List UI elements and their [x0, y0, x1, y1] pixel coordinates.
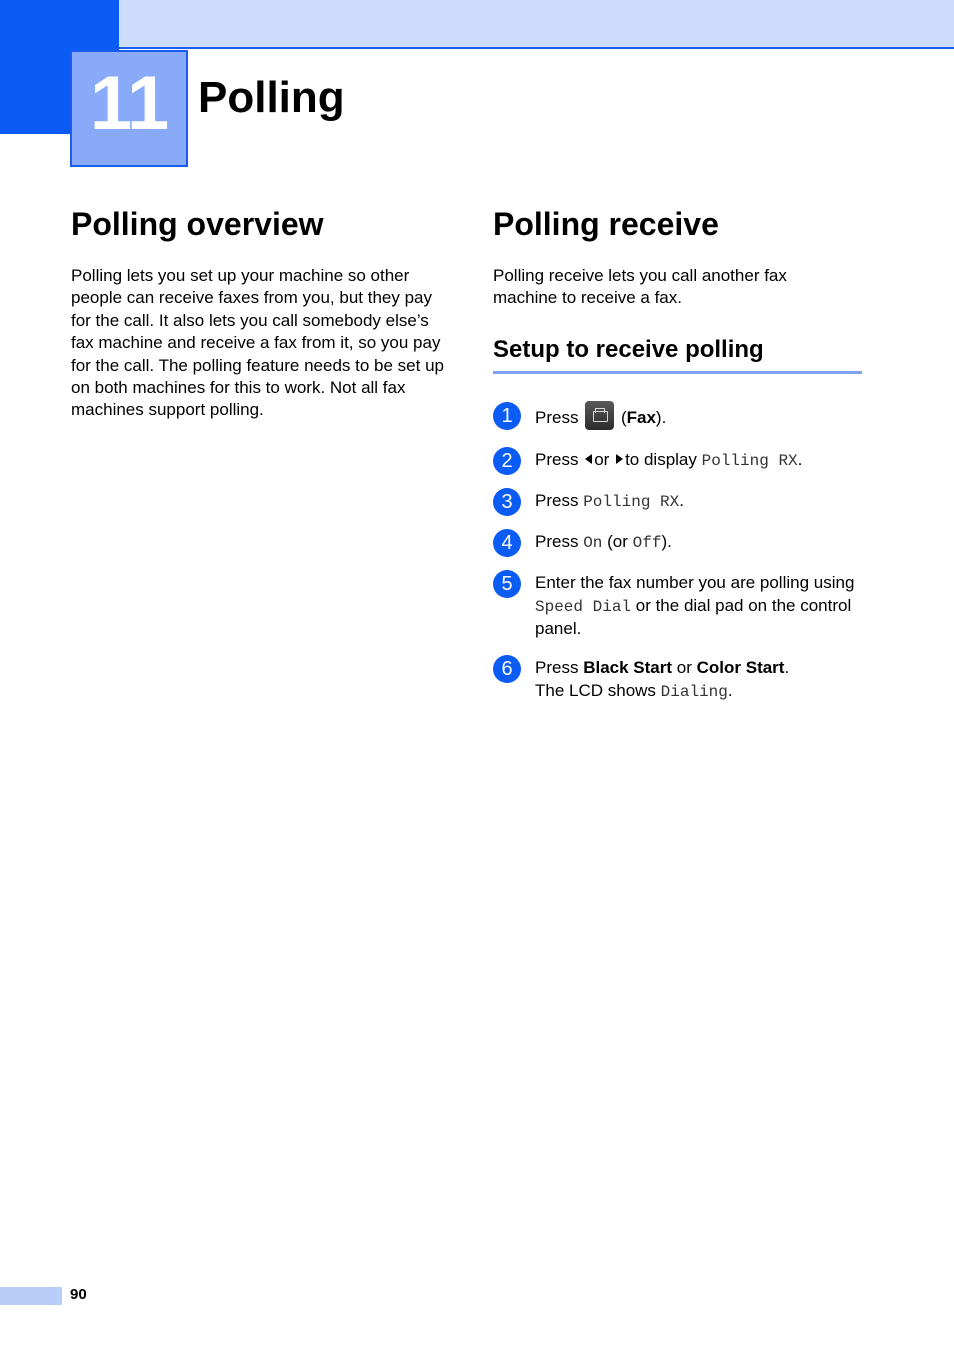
period: . — [727, 680, 733, 700]
triangle-right-icon — [616, 454, 623, 464]
subheading-rule — [493, 371, 862, 374]
color-start-label: Color Start — [696, 658, 785, 677]
or-word: or — [676, 658, 692, 677]
step-text — [535, 572, 873, 641]
step-word: Press — [535, 491, 579, 510]
overview-body: Polling lets you set up your machine so other people can receive faxes from you, but they pay for the call. It also lets you call somebody else’s fax machine and receive a fax from it, so you pay for the call. The polling feature needs to be set up on both machines for this to work. Not all fax machines support polling. — [71, 266, 444, 420]
step-text — [535, 657, 873, 703]
triangle-left-icon — [585, 454, 592, 464]
page-number: 90 — [70, 1286, 87, 1303]
step-phrase: Enter the fax number you are polling using — [535, 573, 855, 592]
header-band — [0, 0, 954, 49]
fax-label: Fax — [626, 407, 656, 427]
period: . — [797, 450, 803, 469]
step-phrase: The LCD shows — [535, 680, 656, 700]
step-number: 1 — [493, 402, 521, 430]
step-text — [535, 404, 873, 433]
step-text — [535, 531, 873, 555]
step-word: Press — [535, 658, 579, 677]
step-number: 5 — [493, 570, 521, 598]
paren-close: ). — [655, 407, 667, 427]
or-word: (or — [607, 532, 628, 551]
lcd-text: Speed Dial — [535, 597, 632, 616]
step-number: 3 — [493, 488, 521, 516]
step-number: 4 — [493, 529, 521, 557]
step-word: Press — [535, 450, 579, 469]
step-phrase: to display — [625, 450, 697, 469]
chapter-title: Polling — [198, 73, 345, 122]
lcd-off: Off — [632, 534, 662, 552]
chapter-number: 11 — [89, 61, 169, 146]
lcd-on: On — [583, 534, 603, 552]
step-text — [535, 490, 873, 514]
setup-subheading: Setup to receive polling — [493, 336, 764, 363]
receive-heading: Polling receive — [493, 206, 719, 242]
or-word: or — [594, 450, 610, 469]
receive-body: Polling receive lets you call another fax machine to receive a fax. — [493, 266, 787, 308]
chapter-number-box — [70, 50, 188, 167]
lcd-text: Dialing — [660, 682, 728, 701]
overview-heading: Polling overview — [71, 206, 324, 242]
lcd-text: Polling RX — [583, 493, 680, 511]
black-start-label: Black Start — [583, 658, 673, 677]
step-number: 2 — [493, 447, 521, 475]
lcd-text: Polling RX — [701, 452, 798, 470]
step-number: 6 — [493, 655, 521, 683]
paren: ( — [620, 407, 627, 427]
step-text — [535, 449, 873, 473]
period: . — [679, 491, 684, 510]
step-phrase: or the dial pad on the control panel. — [535, 595, 852, 638]
step-word: Press — [535, 407, 579, 427]
period: . — [784, 658, 790, 677]
fax-icon — [585, 401, 614, 430]
step-word: Press — [535, 532, 579, 551]
page-tab — [0, 1287, 62, 1305]
paren-close: ). — [661, 532, 672, 551]
